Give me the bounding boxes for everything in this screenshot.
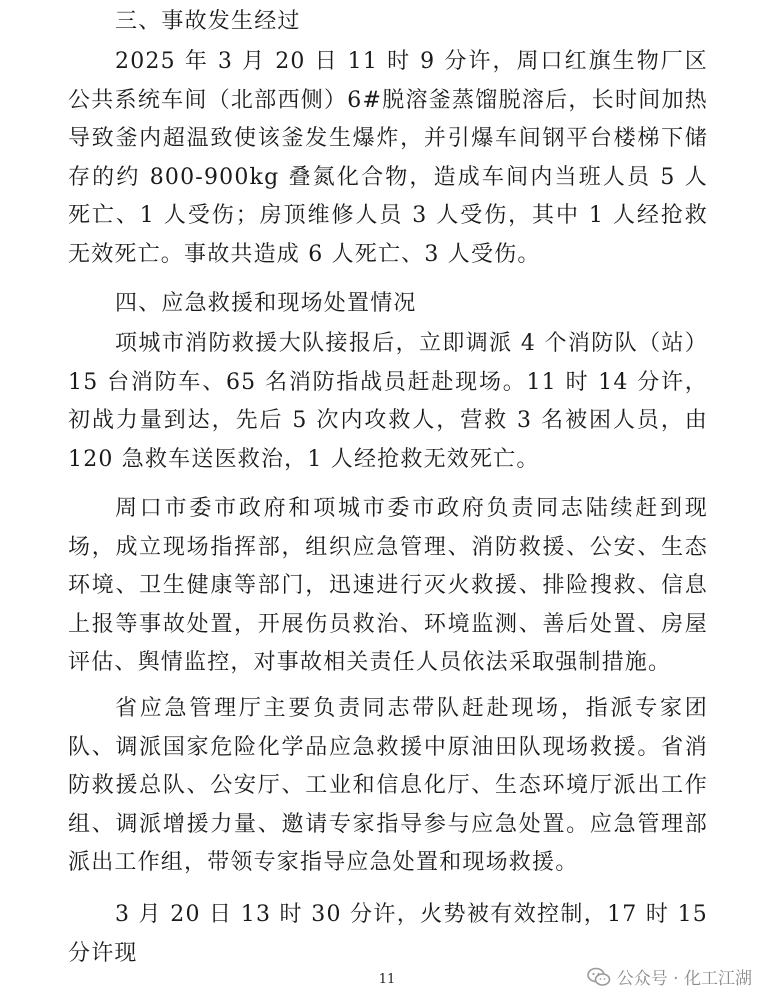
paragraph-fire-brigade: 项城市消防救援大队接报后，立即调派 4 个消防队（站）15 台消防车、65 名消防指战员赶赴现场。11 时 14 分许，初战力量到达，先后 5 次内攻救人，营救 3 名被困人员，由 120 急救车送医救治，1 人经抢救无效死亡。: [68, 331, 708, 472]
section-heading-incident: 三、事故发生经过: [115, 9, 301, 34]
wechat-icon: [587, 966, 611, 988]
watermark: [587, 964, 752, 989]
paragraph-incident: 2025 年 3 月 20 日 11 时 9 分许，周口红旗生物厂区公共系统车间（北部西侧）6#脱溶釜蒸馏脱溶后，长时间加热导致釜内超温致使该釜发生爆炸，并引爆车间钢平台楼梯下储存的约 800-900kg 叠氮化合物，造成车间内当班人员 5 人死亡、1 人受伤；房顶维修人员 3 人受伤，其中 1 人经抢救无效死亡。事故共造成 6 人死亡、3 人受伤。: [68, 49, 708, 267]
paragraph-control: 3 月 20 日 13 时 30 分许，火势被有效控制，17 时 15 分许现: [68, 902, 708, 966]
paragraph-government: 周口市委市政府和项城市委市政府负责同志陆续赶到现场，成立现场指挥部，组织应急管理、消防救援、公安、生态环境、卫生健康等部门，迅速进行灭火救援、排险搜救、信息上报等事故处置，开展伤员救治、环境监测、善后处置、房屋评估、舆情监控，对事故相关责任人员依法采取强制措施。: [68, 496, 708, 675]
paragraph-province: 省应急管理厅主要负责同志带队赶赴现场，指派专家团队、调派国家危险化学品应急救援中原油田队现场救援。省消防救援总队、公安厅、工业和信息化厅、生态环境厅派出工作组、调派增援力量、邀请专家指导参与应急处置。应急管理部派出工作组，带领专家指导应急处置和现场救援。: [68, 696, 708, 875]
watermark-text: 公众号 · 化工江湖: [616, 969, 752, 989]
page-number: 11: [378, 972, 396, 987]
section-heading-rescue: 四、应急救援和现场处置情况: [115, 291, 417, 316]
